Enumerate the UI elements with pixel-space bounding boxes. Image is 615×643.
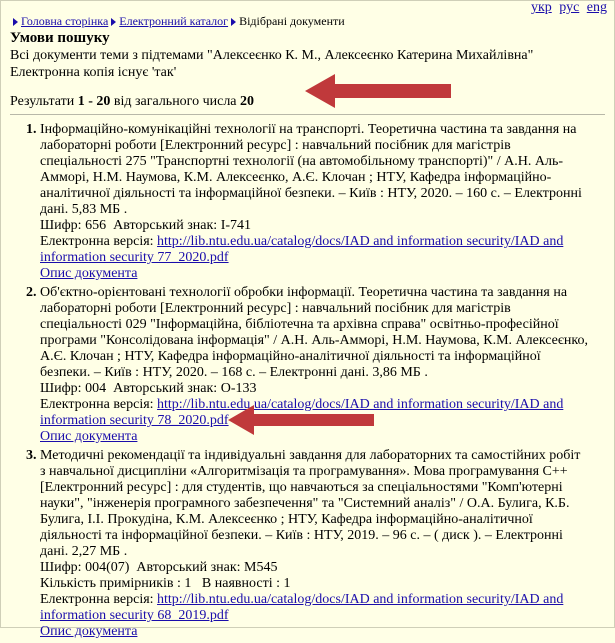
copies-line	[40, 576, 588, 592]
arrow-left-icon	[305, 74, 453, 108]
breadcrumb	[10, 14, 345, 29]
cipher-value: 656	[85, 218, 107, 233]
author-mark-value: О-133	[220, 381, 257, 396]
author-mark-label: Авторський знак:	[113, 218, 218, 233]
document-cipher-line	[40, 218, 588, 234]
results-range: 1 - 20	[77, 94, 111, 109]
results-middle: від загального числа	[110, 94, 241, 109]
results-total: 20	[240, 94, 255, 109]
search-conditions	[10, 47, 533, 81]
document-details-link[interactable]: Опис документа	[40, 429, 138, 444]
breadcrumb-current: Відібрані документи	[239, 14, 345, 28]
triangle-right-icon	[13, 18, 18, 26]
document-details-link[interactable]: Опис документа	[40, 266, 138, 281]
document-description: 3. Методичні рекомендації та індивідуальні завдання для лабораторних та самостійних робіт з навчальної дисципліни «Алгоритмізація та програмування». Мова програмування С++ [Електронний ресурс] : для студентів, що навчаються за спеціальностями "Комп'ютерні науки", "інженерія програмного забезпечення" та "Системний аналіз" / О.А. Булига, К.Б. Булига, І.І. Прокудіна, К.М. Алексеєнко ; НТУ, Кафедра інформаційно-аналітичної діяльності та інформаційної безпеки. – Київ : НТУ, 2019. – 96 с. – ( диск ). – Електронні дані. 2,27 МБ .	[40, 448, 581, 559]
document-cipher-line	[40, 381, 588, 397]
copies-label: Кількість примірників :	[40, 576, 181, 591]
cipher-value: 004(07)	[85, 560, 130, 575]
lang-rus-link[interactable]: рус	[559, 0, 580, 15]
author-mark-label: Авторський знак:	[136, 560, 241, 575]
cipher-label: Шифр:	[40, 381, 82, 396]
cipher-label: Шифр:	[40, 560, 82, 575]
available-label: В наявності :	[201, 576, 280, 591]
results-summary	[10, 94, 254, 110]
author-mark-value: M545	[244, 560, 278, 575]
electronic-version-label: Електронна версія:	[40, 592, 154, 607]
language-switcher	[527, 0, 607, 16]
lang-ukr-link[interactable]: укр	[530, 0, 552, 15]
electronic-version-line	[40, 592, 588, 624]
cipher-value: 004	[85, 381, 107, 396]
list-item	[40, 448, 588, 640]
electronic-version-line	[40, 234, 588, 266]
electronic-version-label: Електронна версія:	[40, 397, 154, 412]
document-description: 2. Об'єктно-орієнтовані технології обробки інформації. Теоретична частина та завдання на лабораторні роботи [Електронний ресурс] : навчальний посібник для магістрів спеціальності 029 "Інформаційна, бібліотечна та архівна справа" освітньо-професійної програми "Консолідована інформація" / А.Н. Аль-Амморі, Н.М. Наумова, К.М. Алексеєнко, А.Є. Клочан ; НТУ, Кафедра інформаційно-аналітичної діяльності та інформаційної безпеки. – Київ : НТУ, 2020. – 168 с. – Електронні дані. 3,86 МБ .	[40, 285, 588, 380]
copies-value: 1	[184, 576, 192, 591]
author-mark-value: І-741	[220, 218, 252, 233]
search-conditions-title: Умови пошуку	[10, 30, 110, 46]
search-condition-topic: Всі документи теми з підтемами "Алексеєнко К. М., Алексеєнко Катерина Михайлівна"	[10, 48, 534, 63]
electronic-version-link[interactable]: http://lib.ntu.edu.ua/catalog/docs/IAD and information security/IAD and information security 77_2020.pdf	[40, 234, 564, 265]
triangle-right-icon	[111, 18, 116, 26]
document-details-link[interactable]: Опис документа	[40, 624, 138, 639]
document-cipher-line	[40, 560, 588, 576]
arrow-left-icon	[228, 405, 376, 435]
available-value: 1	[283, 576, 291, 591]
triangle-right-icon	[231, 18, 236, 26]
breadcrumb-home-link[interactable]: Головна сторінка	[21, 14, 109, 28]
divider	[10, 114, 605, 115]
results-list	[10, 122, 588, 643]
electronic-version-link[interactable]: http://lib.ntu.edu.ua/catalog/docs/IAD and information security/IAD and information security 78_2020.pdf	[40, 397, 564, 428]
breadcrumb-catalog-link[interactable]: Електронний каталог	[119, 14, 229, 28]
list-item	[40, 122, 588, 282]
author-mark-label: Авторський знак:	[113, 381, 218, 396]
document-description: 1. Інформаційно-комунікаційні технології на транспорті. Теоретична частина та завдання на лабораторні роботи [Електронний ресурс] : навчальний посібник для магістрів спеціальності 275 "Транспортні технології (на автомобільному транспорті)" / А.Н. Аль-Амморі, Н.М. Наумова, К.М. Алексеєнко, А.Є. Клочан ; НТУ, Кафедра інформаційно-аналітичної діяльності та інформаційної безпеки. – Київ : НТУ, 2020. – 160 с. – Електронні дані. 5,83 МБ .	[40, 122, 582, 217]
cipher-label: Шифр:	[40, 218, 82, 233]
electronic-version-link[interactable]: http://lib.ntu.edu.ua/catalog/docs/IAD and information security/IAD and information security 68_2019.pdf	[40, 592, 564, 623]
lang-eng-link[interactable]: eng	[586, 0, 607, 15]
search-condition-ecopy: Електронна копія існує 'так'	[10, 65, 177, 80]
electronic-version-label: Електронна версія:	[40, 234, 154, 249]
results-prefix: Результати	[10, 94, 78, 109]
